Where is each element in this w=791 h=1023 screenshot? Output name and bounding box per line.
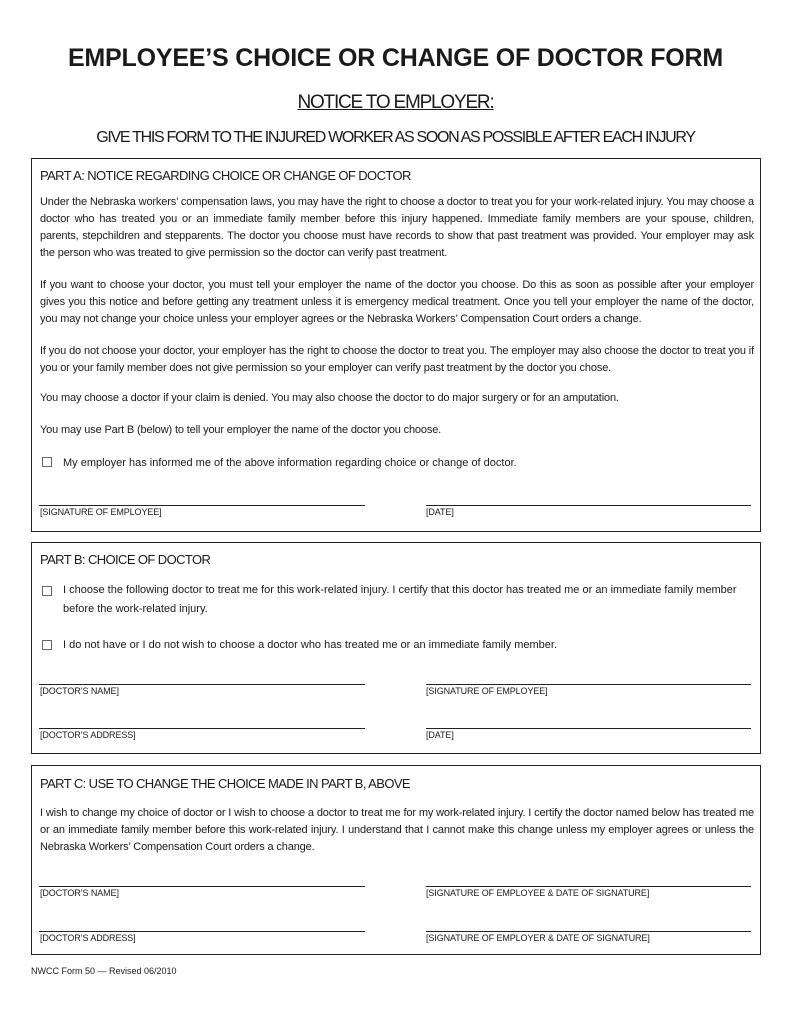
- date-line[interactable]: [426, 505, 751, 506]
- employer-signature-date-line[interactable]: [426, 931, 751, 932]
- doctor-address-line[interactable]: [39, 931, 365, 932]
- choose-doctor-label: I choose the following doctor to treat me for this work-related injury. I certify that this doctor has treated me or an immediate family member before the work-related injury.: [63, 584, 737, 615]
- part-c-paragraph: I wish to change my choice of doctor or I wish to choose a doctor to treat me for my work-related injury. I certify the doctor named below has treated me or an immediate family member before this work-related injury. I understand that I cannot make this change unless my employer agrees or unless the Nebraska Workers’ Compensation Court orders a change.: [40, 807, 754, 853]
- employee-signature-date-caption: [SIGNATURE OF EMPLOYEE & DATE OF SIGNATURE]: [426, 888, 650, 898]
- employer-signature-date-caption: [SIGNATURE OF EMPLOYER & DATE OF SIGNATURE]: [426, 933, 650, 943]
- part-a-paragraph: Under the Nebraska workers’ compensation laws, you may have the right to choose a doctor to treat you for your work-related injury. You may choose a doctor who has treated you or an immediate family member before this injury happened. Immediate family members are your spouse, children, parents, stepchildren and stepparents. The doctor you choose must have records to show that past treatment was provided. Your employer may ask the person who was treated to give permission so the doctor can verify past treatment.: [40, 196, 754, 259]
- form-title: EMPLOYEE’S CHOICE OR CHANGE OF DOCTOR FORM: [67, 44, 724, 72]
- part-b-heading: PART B: CHOICE OF DOCTOR: [40, 552, 211, 567]
- instruction-heading: GIVE THIS FORM TO THE INJURED WORKER AS SOON AS POSSIBLE AFTER EACH INJURY: [96, 129, 695, 146]
- part-a-paragraph: If you want to choose your doctor, you must tell your employer the name of the doctor you choose. Do this as soon as possible after your employer gives you this notice and before getting any treatment unless it is emergency medical treatment. Once you tell your employer the name of the doctor, you may not change your choice unless your employer agrees or the Nebraska Workers’ Compensation Court orders a change.: [40, 279, 754, 325]
- part-c-section: [31, 765, 761, 955]
- part-a-paragraph: If you do not choose your doctor, your employer has the right to choose the doctor to treat you. The employer may also choose the doctor to treat you if you or your family member does not give permission so your employer can verify past treatment by the doctor you chose.: [40, 345, 754, 374]
- doctor-name-caption: [DOCTOR’S NAME]: [40, 686, 119, 696]
- employee-signature-caption: [SIGNATURE OF EMPLOYEE]: [426, 686, 548, 696]
- doctor-address-caption: [DOCTOR’S ADDRESS]: [40, 933, 136, 943]
- part-a-heading: PART A: NOTICE REGARDING CHOICE OR CHANGE OF DOCTOR: [40, 168, 411, 183]
- no-doctor-label: I do not have or I do not wish to choose a doctor who has treated me or an immediate family member.: [63, 639, 558, 651]
- choose-doctor-checkbox[interactable]: [42, 586, 52, 596]
- part-a-paragraph: You may use Part B (below) to tell your employer the name of the doctor you choose.: [40, 424, 442, 436]
- date-caption: [DATE]: [426, 507, 454, 517]
- date-caption: [DATE]: [426, 730, 454, 740]
- doctor-name-line[interactable]: [39, 684, 365, 685]
- employee-signature-caption: [SIGNATURE OF EMPLOYEE]: [40, 507, 162, 517]
- doctor-address-line[interactable]: [39, 728, 365, 729]
- date-line[interactable]: [426, 728, 751, 729]
- notice-heading: NOTICE TO EMPLOYER:: [297, 92, 494, 113]
- doctor-name-line[interactable]: [39, 886, 365, 887]
- employee-signature-line[interactable]: [426, 684, 751, 685]
- no-doctor-checkbox[interactable]: [42, 640, 52, 650]
- informed-checkbox[interactable]: [42, 457, 52, 467]
- part-b-section: [31, 542, 761, 754]
- part-a-section: [31, 158, 761, 532]
- doctor-name-caption: [DOCTOR’S NAME]: [40, 888, 119, 898]
- doctor-address-caption: [DOCTOR’S ADDRESS]: [40, 730, 136, 740]
- form-footer: NWCC Form 50 — Revised 06/2010: [31, 966, 177, 976]
- informed-checkbox-label: My employer has informed me of the above information regarding choice or change of doctor.: [63, 457, 517, 469]
- part-a-paragraph: You may choose a doctor if your claim is denied. You may also choose the doctor to do major surgery or for an amputation.: [40, 392, 619, 404]
- part-c-heading: PART C: USE TO CHANGE THE CHOICE MADE IN PART B, ABOVE: [40, 776, 410, 791]
- employee-signature-date-line[interactable]: [426, 886, 751, 887]
- employee-signature-line[interactable]: [39, 505, 365, 506]
